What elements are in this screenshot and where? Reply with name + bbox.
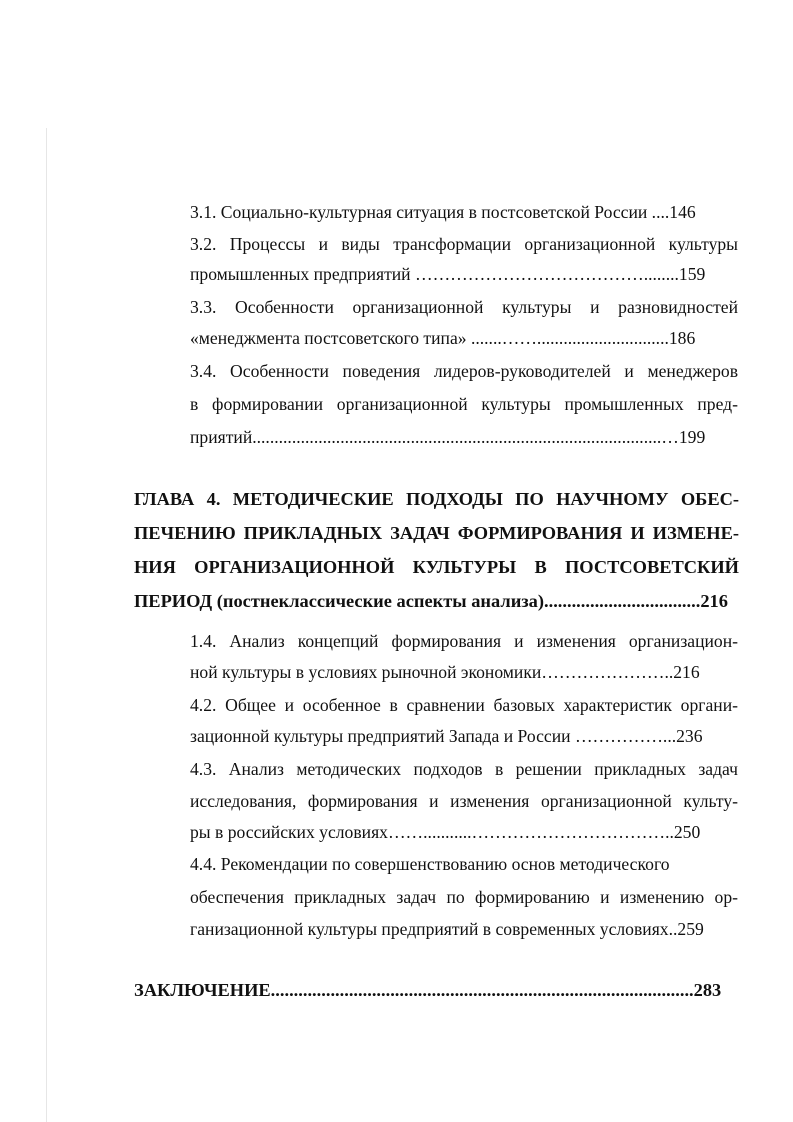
toc-entry-conclusion[interactable]: ЗАКЛЮЧЕНИЕ............................................................................................283 [134,980,722,1000]
toc-entry-4-1-line-1[interactable]: 1.4. Анализ концепций формирования и изменения организацион- [190,631,738,651]
chapter-4-heading-line-2[interactable]: ПЕЧЕНИЮ ПРИКЛАДНЫХ ЗАДАЧ ФОРМИРОВАНИЯ И ИЗМЕНЕ- [134,523,739,543]
toc-entry-3-4-line-2[interactable]: в формировании организационной культуры промышленных пред- [190,394,738,414]
toc-entry-3-2-line-2[interactable]: промышленных предприятий …………………………………........159 [190,264,706,284]
toc-entry-3-4-line-3[interactable]: приятий.............................................................................................…199 [190,427,706,447]
toc-entry-3-2-line-1[interactable]: 3.2. Процессы и виды трансформации организационной культуры [190,234,738,254]
toc-entry-4-3-line-2[interactable]: исследования, формирования и изменения организационной культу- [190,791,738,811]
toc-entry-4-2-line-1[interactable]: 4.2. Общее и особенное в сравнении базовых характеристик органи- [190,695,738,715]
toc-entry-3-3-line-1[interactable]: 3.3. Особенности организационной культуры и разновидностей [190,297,738,317]
toc-entry-4-2-line-2[interactable]: зационной культуры предприятий Запада и России ……………...236 [190,726,703,746]
toc-entry-4-3-line-1[interactable]: 4.3. Анализ методических подходов в решении прикладных задач [190,759,738,779]
toc-entry-3-3-line-2[interactable]: «менеджмента постсоветского типа» .......……..............................186 [190,328,696,348]
chapter-4-heading-line-4[interactable]: ПЕРИОД (постнеклассические аспекты анализа)..................................216 [134,591,728,611]
chapter-4-heading-line-3[interactable]: НИЯ ОРГАНИЗАЦИОННОЙ КУЛЬТУРЫ В ПОСТСОВЕТСКИЙ [134,557,739,577]
toc-entry-4-4-line-1[interactable]: 4.4. Рекомендации по совершенствованию основ методического [190,854,670,874]
toc-entry-4-1-line-2[interactable]: ной культуры в условиях рыночной экономики…………………..216 [190,662,700,682]
toc-entry-4-4-line-2[interactable]: обеспечения прикладных задач по формированию и изменению ор- [190,887,738,907]
chapter-4-heading-line-1[interactable]: ГЛАВА 4. МЕТОДИЧЕСКИЕ ПОДХОДЫ ПО НАУЧНОМУ ОБЕС- [134,489,739,509]
toc-entry-3-1[interactable]: 3.1. Социально-культурная ситуация в постсоветской России ....146 [190,202,696,222]
toc-entry-4-3-line-3[interactable]: ры в российских условиях……...........……………………………..250 [190,822,701,842]
scan-edge-line [46,128,47,1122]
toc-entry-4-4-line-3[interactable]: ганизационной культуры предприятий в современных условиях..259 [190,919,704,939]
toc-entry-3-4-line-1[interactable]: 3.4. Особенности поведения лидеров-руководителей и менеджеров [190,361,738,381]
